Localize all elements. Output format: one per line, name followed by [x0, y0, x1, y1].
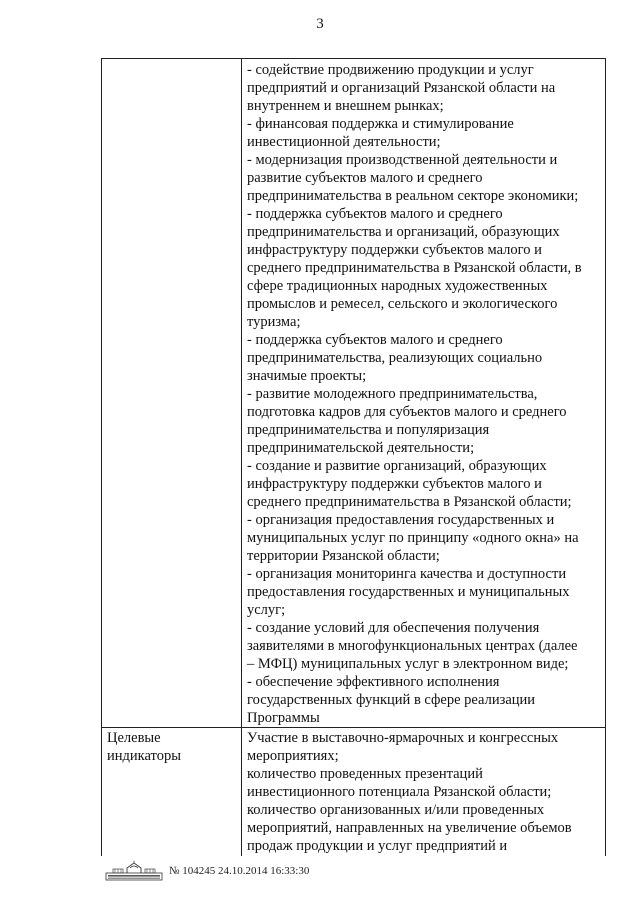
- text-line: промыслов и ремесел, сельского и экологического: [247, 296, 558, 312]
- text-line: продаж продукции и услуг предприятий и: [247, 838, 508, 854]
- text-line: мероприятий, направленных на увеличение объемов: [247, 820, 572, 836]
- text-line: - поддержка субъектов малого и среднего: [247, 332, 503, 348]
- text-line: инфраструктуру поддержки субъектов малого и: [247, 242, 542, 258]
- text-line: развитие субъектов малого и среднего: [247, 170, 483, 186]
- text-line: предпринимательской деятельности;: [247, 440, 475, 456]
- text-line: - организация мониторинга качества и доступности: [247, 566, 567, 582]
- row-content-cell: [242, 59, 606, 728]
- row-content-cell: [242, 728, 606, 857]
- table-row: [102, 728, 606, 857]
- text-line: – МФЦ) муниципальных услуг в электронном виде;: [247, 656, 569, 672]
- text-line: предпринимательства, реализующих социально: [247, 350, 543, 366]
- text-line: предпринимательства и организаций, образующих: [247, 224, 560, 240]
- text-line: количество организованных и/или проведенных: [247, 802, 545, 818]
- text-line: услуг;: [247, 602, 286, 618]
- text-line: предприятий и организаций Рязанской области на: [247, 80, 556, 96]
- table-row: [102, 59, 606, 728]
- text-line: мероприятиях;: [247, 748, 339, 764]
- text-line: Программы: [247, 710, 320, 726]
- row-label-cell: [102, 59, 242, 728]
- text-line: предпринимательства и популяризация: [247, 422, 490, 438]
- building-emblem-icon: [105, 860, 163, 882]
- text-line: среднего предпринимательства в Рязанской области;: [247, 494, 572, 510]
- text-line: - финансовая поддержка и стимулирование: [247, 116, 514, 132]
- row-label-cell: Целевые индикаторы: [102, 728, 242, 857]
- text-line: среднего предпринимательства в Рязанской области, в: [247, 260, 582, 276]
- registration-stamp: № 104245 24.10.2014 16:33:30: [169, 865, 310, 877]
- text-line: подготовка кадров для субъектов малого и среднего: [247, 404, 567, 420]
- text-line: - создание условий для обеспечения получения: [247, 620, 540, 636]
- text-line: инвестиционного потенциала Рязанской области;: [247, 784, 552, 800]
- text-line: количество проведенных презентаций: [247, 766, 483, 782]
- text-line: муниципальных услуг по принципу «одного окна» на: [247, 530, 579, 546]
- text-line: - обеспечение эффективного исполнения: [247, 674, 500, 690]
- text-line: - создание и развитие организаций, образующих: [247, 458, 547, 474]
- text-line: предпринимательства в реальном секторе экономики;: [247, 188, 579, 204]
- text-line: заявителями в многофункциональных центрах (далее: [247, 638, 578, 654]
- text-line: - организация предоставления государственных и: [247, 512, 555, 528]
- text-line: - модернизация производственной деятельности и: [247, 152, 558, 168]
- text-line: - содействие продвижению продукции и услуг: [247, 62, 534, 78]
- text-line: - развитие молодежного предпринимательства,: [247, 386, 538, 402]
- text-line: сфере традиционных народных художественных: [247, 278, 548, 294]
- text-line: предоставления государственных и муниципальных: [247, 584, 570, 600]
- text-line: туризма;: [247, 314, 301, 330]
- text-line: государственных функций в сфере реализации: [247, 692, 536, 708]
- program-passport-table: [101, 58, 606, 856]
- text-line: территории Рязанской области;: [247, 548, 440, 564]
- text-line: инфраструктуру поддержки субъектов малого и: [247, 476, 542, 492]
- text-line: значимые проекты;: [247, 368, 367, 384]
- text-line: Участие в выставочно-ярмарочных и конгрессных: [247, 730, 559, 746]
- text-line: внутреннем и внешнем рынках;: [247, 98, 444, 114]
- document-stamp: [105, 860, 309, 882]
- page-number: 3: [316, 16, 324, 32]
- text-line: - поддержка субъектов малого и среднего: [247, 206, 503, 222]
- text-line: инвестиционной деятельности;: [247, 134, 441, 150]
